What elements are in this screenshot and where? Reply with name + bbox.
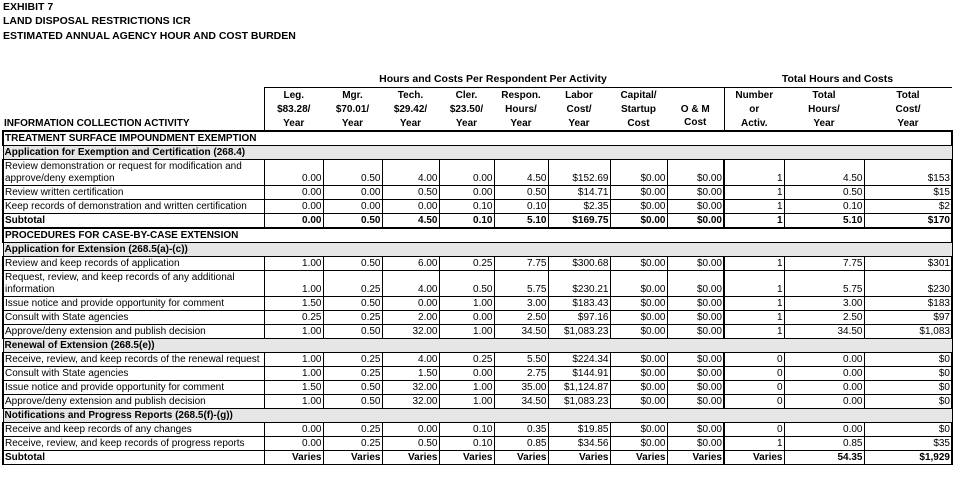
col-header-number-activ: Number bbox=[724, 88, 784, 103]
cell-leg: 0.00 bbox=[264, 423, 323, 437]
cell-cler: 0.10 bbox=[439, 214, 494, 229]
cell-capital-cost: $0.00 bbox=[610, 186, 667, 200]
subsection-title: Application for Exemption and Certification (268.4) bbox=[3, 146, 952, 160]
col-header-total-hours: Total bbox=[784, 88, 864, 103]
cell-total-hours: 0.00 bbox=[784, 395, 864, 409]
cell-labor-cost: $97.16 bbox=[548, 311, 610, 325]
cell-mgr: 0.50 bbox=[323, 395, 382, 409]
cell-om-cost: $0.00 bbox=[667, 325, 724, 339]
subsection-header-row bbox=[3, 339, 952, 353]
cell-total-hours: 0.00 bbox=[784, 353, 864, 367]
section-title: TREATMENT SURFACE IMPOUNDMENT EXEMPTION bbox=[3, 131, 952, 146]
cell-capital-cost: $0.00 bbox=[610, 311, 667, 325]
col-header-respon-hours: Year bbox=[494, 116, 548, 131]
cell-cler: 0.10 bbox=[439, 423, 494, 437]
cell-total-hours: 4.50 bbox=[784, 160, 864, 186]
subsection-header-row bbox=[3, 243, 952, 257]
cell-cler: 1.00 bbox=[439, 395, 494, 409]
table-row bbox=[3, 311, 952, 325]
cell-total-cost: $301 bbox=[864, 257, 952, 271]
col-header-labor-cost: Year bbox=[548, 116, 610, 131]
cell-om-cost: $0.00 bbox=[667, 395, 724, 409]
cell-cler: 0.00 bbox=[439, 160, 494, 186]
cell-capital-cost: $0.00 bbox=[610, 423, 667, 437]
activity-label: Issue notice and provide opportunity for comment bbox=[3, 297, 264, 311]
cell-labor-cost: $19.85 bbox=[548, 423, 610, 437]
cell-total-hours: 2.50 bbox=[784, 311, 864, 325]
subsection-header-row bbox=[3, 409, 952, 423]
col-header-om-cost: Cost bbox=[667, 116, 724, 131]
col-header-number-activ: or bbox=[724, 102, 784, 116]
cell-total-cost: $97 bbox=[864, 311, 952, 325]
exhibit-number: EXHIBIT 7 bbox=[3, 1, 54, 13]
cell-tech: 0.50 bbox=[382, 186, 439, 200]
cell-total-cost: $153 bbox=[864, 160, 952, 186]
table-row bbox=[3, 437, 952, 451]
document-title: LAND DISPOSAL RESTRICTIONS ICR bbox=[3, 15, 191, 27]
cell-tech: 4.00 bbox=[382, 353, 439, 367]
cell-mgr: 0.50 bbox=[323, 160, 382, 186]
col-header-cler: $23.50/ bbox=[449, 104, 484, 115]
col-header-tech: Year bbox=[382, 116, 439, 131]
cell-tech: 32.00 bbox=[382, 395, 439, 409]
cell-om-cost: $0.00 bbox=[667, 423, 724, 437]
cell-tech: 1.50 bbox=[382, 367, 439, 381]
section-header-row bbox=[3, 228, 952, 243]
col-header-om-cost bbox=[667, 88, 724, 103]
cell-tech: 6.00 bbox=[382, 257, 439, 271]
cell-total-hours: 54.35 bbox=[784, 451, 864, 465]
cell-total-cost: $35 bbox=[864, 437, 952, 451]
cell-capital-cost: $0.00 bbox=[610, 437, 667, 451]
cell-leg: 1.50 bbox=[264, 381, 323, 395]
cell-capital-cost: $0.00 bbox=[610, 395, 667, 409]
cell-labor-cost: $144.91 bbox=[548, 367, 610, 381]
cell-mgr: 0.25 bbox=[323, 271, 382, 297]
col-header-respon-hours: Hours/ bbox=[505, 104, 537, 115]
cell-leg: 1.50 bbox=[264, 297, 323, 311]
col-header-total-cost: Total bbox=[864, 88, 952, 103]
cell-total-cost: $15 bbox=[864, 186, 952, 200]
table-row bbox=[3, 367, 952, 381]
table-body bbox=[3, 131, 952, 465]
activity-label: Receive and keep records of any changes bbox=[3, 423, 264, 437]
cell-leg: 0.00 bbox=[264, 186, 323, 200]
cell-om-cost: $0.00 bbox=[667, 437, 724, 451]
cell-capital-cost: $0.00 bbox=[610, 200, 667, 214]
cell-number-activ: 1 bbox=[724, 186, 784, 200]
cell-respon-hours: 5.75 bbox=[494, 271, 548, 297]
cell-cler: 0.10 bbox=[439, 200, 494, 214]
cell-number-activ: 1 bbox=[724, 311, 784, 325]
cell-mgr: 0.50 bbox=[323, 325, 382, 339]
cell-cler: 0.25 bbox=[439, 353, 494, 367]
cell-tech: 0.00 bbox=[382, 200, 439, 214]
cell-tech: Varies bbox=[382, 451, 439, 465]
cell-leg: 1.00 bbox=[264, 257, 323, 271]
cell-number-activ: 1 bbox=[724, 160, 784, 186]
cell-total-cost: $0 bbox=[864, 381, 952, 395]
cell-respon-hours: 5.50 bbox=[494, 353, 548, 367]
cell-mgr: 0.25 bbox=[323, 353, 382, 367]
header-blank bbox=[3, 88, 264, 103]
cell-mgr: 0.50 bbox=[323, 214, 382, 229]
cell-respon-hours: Varies bbox=[494, 451, 548, 465]
totals-group-header: Total Hours and Costs bbox=[781, 73, 894, 85]
cell-total-cost: $2 bbox=[864, 200, 952, 214]
table-row bbox=[3, 160, 952, 186]
cell-tech: 0.50 bbox=[382, 437, 439, 451]
cell-total-cost: $0 bbox=[864, 353, 952, 367]
subtotal-row bbox=[3, 451, 952, 465]
cell-leg: 0.00 bbox=[264, 200, 323, 214]
cell-leg: 0.00 bbox=[264, 437, 323, 451]
activity-label: Subtotal bbox=[3, 451, 264, 465]
table-row bbox=[3, 271, 952, 297]
cell-leg: 0.00 bbox=[264, 160, 323, 186]
cell-labor-cost: $230.21 bbox=[548, 271, 610, 297]
cell-labor-cost: $169.75 bbox=[548, 214, 610, 229]
cell-total-cost: $0 bbox=[864, 423, 952, 437]
cell-number-activ: 1 bbox=[724, 271, 784, 297]
cell-number-activ: 1 bbox=[724, 214, 784, 229]
cell-labor-cost: $2.35 bbox=[548, 200, 610, 214]
cell-leg: 0.00 bbox=[264, 214, 323, 229]
col-header-total-cost: Year bbox=[864, 116, 952, 131]
cell-mgr: 0.25 bbox=[323, 311, 382, 325]
cell-number-activ: 0 bbox=[724, 353, 784, 367]
cell-cler: 0.10 bbox=[439, 437, 494, 451]
col-header-tech: Tech. bbox=[382, 88, 439, 103]
cell-labor-cost: Varies bbox=[548, 451, 610, 465]
cell-labor-cost: $152.69 bbox=[548, 160, 610, 186]
section-title: PROCEDURES FOR CASE-BY-CASE EXTENSION bbox=[3, 228, 952, 243]
cell-cler: 0.00 bbox=[439, 186, 494, 200]
cell-number-activ: 0 bbox=[724, 423, 784, 437]
cell-total-hours: 34.50 bbox=[784, 325, 864, 339]
cell-total-cost: $170 bbox=[864, 214, 952, 229]
cell-capital-cost: $0.00 bbox=[610, 257, 667, 271]
cell-total-hours: 0.00 bbox=[784, 367, 864, 381]
cell-total-hours: 0.10 bbox=[784, 200, 864, 214]
cell-tech: 0.00 bbox=[382, 423, 439, 437]
col-header-mgr: $70.01/ bbox=[335, 104, 370, 115]
section-header-row bbox=[3, 131, 952, 146]
cell-cler: 0.25 bbox=[439, 257, 494, 271]
cell-labor-cost: $224.34 bbox=[548, 353, 610, 367]
cell-number-activ: Varies bbox=[724, 451, 784, 465]
cell-number-activ: 0 bbox=[724, 367, 784, 381]
cell-capital-cost: $0.00 bbox=[610, 297, 667, 311]
col-header-mgr: Mgr. bbox=[323, 88, 382, 103]
cell-capital-cost: $0.00 bbox=[610, 381, 667, 395]
cell-capital-cost: $0.00 bbox=[610, 214, 667, 229]
cell-mgr: 0.00 bbox=[323, 186, 382, 200]
cell-total-hours: 5.10 bbox=[784, 214, 864, 229]
per-respondent-group-header: Hours and Costs Per Respondent Per Activity bbox=[379, 73, 607, 85]
cell-respon-hours: 0.35 bbox=[494, 423, 548, 437]
table-row bbox=[3, 381, 952, 395]
table-row bbox=[3, 186, 952, 200]
table-header bbox=[3, 88, 952, 132]
cell-total-cost: $230 bbox=[864, 271, 952, 297]
activity-label: Consult with State agencies bbox=[3, 367, 264, 381]
cell-om-cost: $0.00 bbox=[667, 200, 724, 214]
cell-cler: 0.00 bbox=[439, 367, 494, 381]
cell-respon-hours: 4.50 bbox=[494, 160, 548, 186]
cell-om-cost: $0.00 bbox=[667, 311, 724, 325]
cell-total-hours: 0.50 bbox=[784, 186, 864, 200]
subsection-title: Application for Extension (268.5(a)-(c)) bbox=[3, 243, 952, 257]
col-header-capital-cost: Cost bbox=[610, 116, 667, 131]
cell-respon-hours: 3.00 bbox=[494, 297, 548, 311]
cell-tech: 0.00 bbox=[382, 297, 439, 311]
col-header-total-hours: Hours/ bbox=[808, 104, 840, 115]
cell-respon-hours: 5.10 bbox=[494, 214, 548, 229]
cell-om-cost: $0.00 bbox=[667, 381, 724, 395]
col-header-om-cost: O & M bbox=[680, 104, 710, 115]
col-header-tech: $29.42/ bbox=[393, 104, 428, 115]
cell-respon-hours: 35.00 bbox=[494, 381, 548, 395]
cell-total-hours: 3.00 bbox=[784, 297, 864, 311]
cell-mgr: 0.50 bbox=[323, 257, 382, 271]
activity-label: Receive, review, and keep records of the renewal request bbox=[3, 353, 264, 367]
cell-mgr: 0.25 bbox=[323, 423, 382, 437]
cell-tech: 4.00 bbox=[382, 160, 439, 186]
cell-total-cost: $183 bbox=[864, 297, 952, 311]
cell-leg: 1.00 bbox=[264, 325, 323, 339]
cell-labor-cost: $1,124.87 bbox=[548, 381, 610, 395]
cell-labor-cost: $183.43 bbox=[548, 297, 610, 311]
col-header-labor-cost: Cost/ bbox=[566, 104, 592, 115]
activity-label: Review written certification bbox=[3, 186, 264, 200]
table-row bbox=[3, 325, 952, 339]
cell-total-hours: 0.00 bbox=[784, 381, 864, 395]
activity-label: Approve/deny extension and publish decision bbox=[3, 395, 264, 409]
cell-number-activ: 0 bbox=[724, 381, 784, 395]
table-row bbox=[3, 423, 952, 437]
col-header-cler: Cler. bbox=[439, 88, 494, 103]
cell-om-cost: $0.00 bbox=[667, 297, 724, 311]
cell-cler: Varies bbox=[439, 451, 494, 465]
cell-respon-hours: 0.10 bbox=[494, 200, 548, 214]
col-header-leg: $83.28/ bbox=[264, 102, 323, 116]
cell-total-hours: 0.00 bbox=[784, 423, 864, 437]
cell-tech: 2.00 bbox=[382, 311, 439, 325]
cell-number-activ: 1 bbox=[724, 437, 784, 451]
cell-number-activ: 1 bbox=[724, 297, 784, 311]
cell-mgr: 0.50 bbox=[323, 297, 382, 311]
table-row bbox=[3, 353, 952, 367]
col-header-total-hours: Year bbox=[784, 116, 864, 131]
cell-mgr: 0.25 bbox=[323, 437, 382, 451]
subsection-title: Notifications and Progress Reports (268.5(f)-(g)) bbox=[3, 409, 952, 423]
cell-tech: 4.50 bbox=[382, 214, 439, 229]
activity-label: Receive, review, and keep records of progress reports bbox=[3, 437, 264, 451]
cell-capital-cost: $0.00 bbox=[610, 271, 667, 297]
activity-label: Keep records of demonstration and written certification bbox=[3, 200, 264, 214]
table-row bbox=[3, 200, 952, 214]
cell-capital-cost: $0.00 bbox=[610, 367, 667, 381]
cell-total-cost: $0 bbox=[864, 395, 952, 409]
cell-leg: 1.00 bbox=[264, 271, 323, 297]
cell-labor-cost: $34.56 bbox=[548, 437, 610, 451]
cell-tech: 32.00 bbox=[382, 325, 439, 339]
cell-mgr: 0.50 bbox=[323, 381, 382, 395]
cell-respon-hours: 0.85 bbox=[494, 437, 548, 451]
cell-number-activ: 1 bbox=[724, 257, 784, 271]
cell-respon-hours: 2.50 bbox=[494, 311, 548, 325]
header-blank bbox=[3, 102, 264, 116]
cell-cler: 1.00 bbox=[439, 325, 494, 339]
cell-total-hours: 0.85 bbox=[784, 437, 864, 451]
activity-label: Review and keep records of application bbox=[3, 257, 264, 271]
activity-label: Review demonstration or request for modification and approve/deny exemption bbox=[3, 160, 264, 186]
cell-respon-hours: 7.75 bbox=[494, 257, 548, 271]
activity-column-header: INFORMATION COLLECTION ACTIVITY bbox=[3, 116, 264, 131]
col-header-number-activ: Activ. bbox=[724, 116, 784, 131]
activity-label: Consult with State agencies bbox=[3, 311, 264, 325]
col-header-cler: Year bbox=[439, 116, 494, 131]
cell-om-cost: Varies bbox=[667, 451, 724, 465]
subtotal-row bbox=[3, 214, 952, 229]
cell-leg: Varies bbox=[264, 451, 323, 465]
cell-labor-cost: $1,083.23 bbox=[548, 325, 610, 339]
table-title: ESTIMATED ANNUAL AGENCY HOUR AND COST BURDEN bbox=[3, 30, 296, 42]
cell-number-activ: 1 bbox=[724, 200, 784, 214]
cell-labor-cost: $300.68 bbox=[548, 257, 610, 271]
cell-labor-cost: $14.71 bbox=[548, 186, 610, 200]
cell-total-hours: 7.75 bbox=[784, 257, 864, 271]
cell-om-cost: $0.00 bbox=[667, 271, 724, 297]
cell-leg: 1.00 bbox=[264, 367, 323, 381]
cell-number-activ: 1 bbox=[724, 325, 784, 339]
col-header-capital-cost: Startup bbox=[621, 104, 656, 115]
cell-respon-hours: 0.50 bbox=[494, 186, 548, 200]
cell-capital-cost: $0.00 bbox=[610, 353, 667, 367]
table-row bbox=[3, 257, 952, 271]
activity-label: Subtotal bbox=[3, 214, 264, 229]
cell-respon-hours: 34.50 bbox=[494, 325, 548, 339]
col-header-respon-hours: Respon. bbox=[494, 88, 548, 103]
cell-om-cost: $0.00 bbox=[667, 214, 724, 229]
cell-leg: 1.00 bbox=[264, 353, 323, 367]
cell-tech: 32.00 bbox=[382, 381, 439, 395]
cell-capital-cost: $0.00 bbox=[610, 160, 667, 186]
cell-capital-cost: Varies bbox=[610, 451, 667, 465]
cell-om-cost: $0.00 bbox=[667, 257, 724, 271]
col-header-labor-cost: Labor bbox=[548, 88, 610, 103]
cell-cler: 0.00 bbox=[439, 311, 494, 325]
cell-om-cost: $0.00 bbox=[667, 186, 724, 200]
activity-label: Approve/deny extension and publish decision bbox=[3, 325, 264, 339]
cell-respon-hours: 2.75 bbox=[494, 367, 548, 381]
cell-total-cost: $1,083 bbox=[864, 325, 952, 339]
col-header-capital-cost: Capital/ bbox=[610, 88, 667, 103]
cell-om-cost: $0.00 bbox=[667, 367, 724, 381]
cell-leg: 1.00 bbox=[264, 395, 323, 409]
activity-label: Request, review, and keep records of any additional information bbox=[3, 271, 264, 297]
cell-cler: 0.50 bbox=[439, 271, 494, 297]
table-row bbox=[3, 395, 952, 409]
cell-total-cost: $1,929 bbox=[864, 451, 952, 465]
cell-capital-cost: $0.00 bbox=[610, 325, 667, 339]
table-row bbox=[3, 297, 952, 311]
cell-om-cost: $0.00 bbox=[667, 160, 724, 186]
cell-mgr: Varies bbox=[323, 451, 382, 465]
activity-label: Issue notice and provide opportunity for comment bbox=[3, 381, 264, 395]
subsection-title: Renewal of Extension (268.5(e)) bbox=[3, 339, 952, 353]
subsection-header-row bbox=[3, 146, 952, 160]
cell-cler: 1.00 bbox=[439, 381, 494, 395]
cell-mgr: 0.00 bbox=[323, 200, 382, 214]
cell-respon-hours: 34.50 bbox=[494, 395, 548, 409]
cell-total-cost: $0 bbox=[864, 367, 952, 381]
col-header-mgr: Year bbox=[323, 116, 382, 131]
burden-table bbox=[2, 87, 953, 465]
cell-total-hours: 5.75 bbox=[784, 271, 864, 297]
col-header-leg: Leg. bbox=[264, 88, 323, 103]
col-header-leg: Year bbox=[264, 116, 323, 131]
cell-leg: 0.25 bbox=[264, 311, 323, 325]
cell-om-cost: $0.00 bbox=[667, 353, 724, 367]
cell-cler: 1.00 bbox=[439, 297, 494, 311]
col-header-total-cost: Cost/ bbox=[895, 104, 921, 115]
cell-number-activ: 0 bbox=[724, 395, 784, 409]
cell-mgr: 0.25 bbox=[323, 367, 382, 381]
cell-tech: 4.00 bbox=[382, 271, 439, 297]
cell-labor-cost: $1,083.23 bbox=[548, 395, 610, 409]
